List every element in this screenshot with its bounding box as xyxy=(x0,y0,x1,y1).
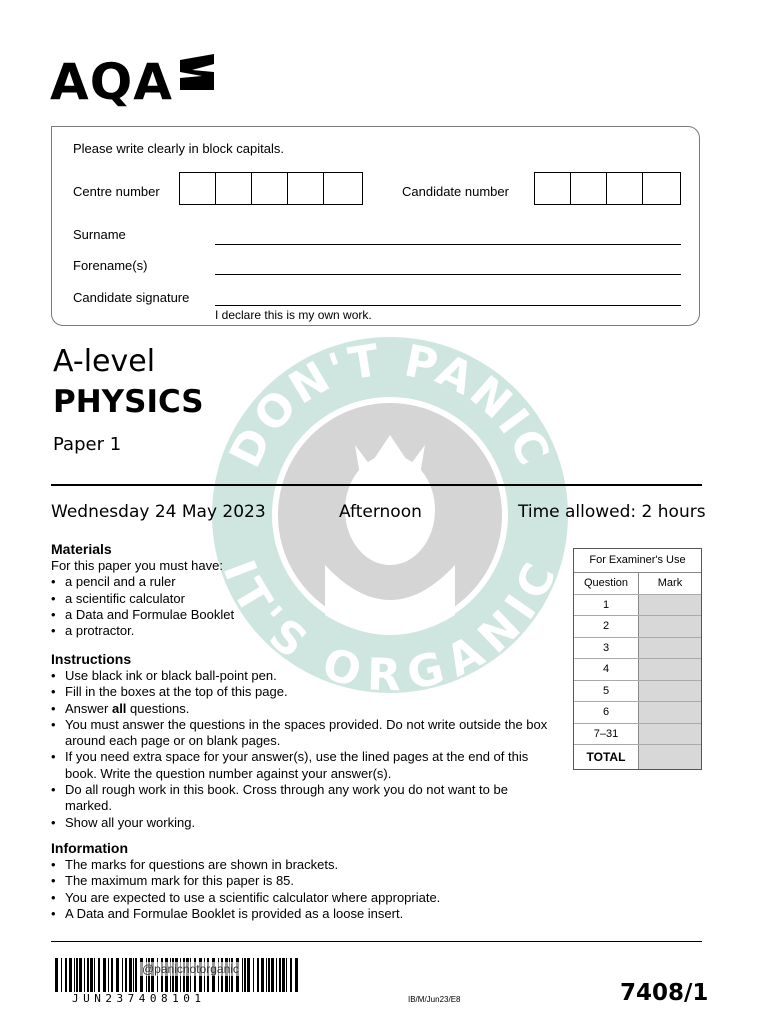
centre-number-boxes[interactable] xyxy=(179,172,363,205)
list-item: • Show all your working. xyxy=(51,815,551,831)
candidate-number-label: Candidate number xyxy=(402,184,509,199)
forename-label: Forename(s) xyxy=(73,258,148,273)
question-number: 5 xyxy=(574,681,639,702)
declaration-text: I declare this is my own work. xyxy=(215,308,372,322)
question-number: 4 xyxy=(574,659,639,680)
list-item: • If you need extra space for your answer(s), use the lined pages at the end of this book. Write the question number against your answer(s). xyxy=(51,749,551,782)
watermark-bottom-text: IT'S ORGANIC xyxy=(212,553,568,695)
list-item: • The marks for questions are shown in brackets. xyxy=(51,857,551,873)
surname-label: Surname xyxy=(73,227,126,242)
list-item: • a protractor. xyxy=(51,623,551,639)
logo-text: AQA xyxy=(50,53,173,111)
instructions-section xyxy=(51,650,551,831)
mark-cell xyxy=(639,616,701,637)
examiner-table-title: For Examiner's Use xyxy=(574,549,701,573)
list-item: • You must answer the questions in the spaces provided. Do not write outside the box around each page or on blank pages. xyxy=(51,717,551,750)
list-item: • a Data and Formulae Booklet xyxy=(51,607,551,623)
svg-text:DON'T PANIC xyxy=(220,335,560,475)
information-section xyxy=(51,839,551,922)
watermark-top-text: DON'T PANIC xyxy=(219,335,561,476)
table-row xyxy=(574,595,701,617)
question-number: 2 xyxy=(574,616,639,637)
list-item: • a scientific calculator xyxy=(51,591,551,607)
block-capitals-instruction: Please write clearly in block capitals. xyxy=(73,141,284,156)
mark-cell xyxy=(639,724,701,745)
list-item: • Do all rough work in this book. Cross through any work you do not want to be marked. xyxy=(51,782,551,815)
signature-label: Candidate signature xyxy=(73,290,190,305)
aqa-mark-icon xyxy=(178,54,216,92)
signature-field[interactable] xyxy=(215,305,681,306)
table-row xyxy=(574,702,701,724)
mark-cell xyxy=(639,659,701,680)
total-mark-cell xyxy=(639,745,701,769)
exam-level: A-level xyxy=(53,344,156,379)
footer-divider xyxy=(51,941,702,942)
exam-subject: PHYSICS xyxy=(53,384,204,420)
question-number: 3 xyxy=(574,638,639,659)
exam-session: Afternoon xyxy=(339,502,422,522)
centre-number-label: Centre number xyxy=(73,184,160,199)
paper-reference: IB/M/Jun23/E8 xyxy=(408,995,461,1004)
materials-intro: For this paper you must have: xyxy=(51,558,223,573)
exam-date: Wednesday 24 May 2023 xyxy=(51,502,266,522)
candidate-number-boxes[interactable] xyxy=(534,172,681,205)
list-item: • a pencil and a ruler xyxy=(51,574,551,590)
question-number: 7–31 xyxy=(574,724,639,745)
barcode-overlay-text: @panicnotorganic xyxy=(142,962,239,976)
table-header-row xyxy=(574,573,701,595)
mark-cell xyxy=(639,638,701,659)
materials-section xyxy=(51,540,551,639)
exam-paper: Paper 1 xyxy=(53,434,122,455)
divider xyxy=(51,484,702,486)
list-item: • A Data and Formulae Booklet is provided as a loose insert. xyxy=(51,906,551,922)
mark-column-header: Mark xyxy=(639,573,701,594)
mark-cell xyxy=(639,702,701,723)
question-column-header: Question xyxy=(574,573,639,594)
list-item: • Use black ink or black ball-point pen. xyxy=(51,668,551,684)
forename-field[interactable] xyxy=(215,274,681,275)
barcode-number: JUN237408101 xyxy=(72,992,206,1005)
table-row xyxy=(574,681,701,703)
candidate-details-box xyxy=(51,126,700,326)
question-number: 1 xyxy=(574,595,639,616)
information-heading: Information xyxy=(51,840,128,856)
table-row xyxy=(574,638,701,660)
paper-code: 7408/1 xyxy=(620,980,709,1006)
list-item: • Answer all questions. xyxy=(51,701,551,717)
instructions-heading: Instructions xyxy=(51,651,132,667)
total-row xyxy=(574,745,701,769)
surname-field[interactable] xyxy=(215,244,681,245)
mark-cell xyxy=(639,595,701,616)
list-item: • The maximum mark for this paper is 85. xyxy=(51,873,551,889)
time-allowed: Time allowed: 2 hours xyxy=(518,502,706,522)
table-row xyxy=(574,616,701,638)
examiner-use-table xyxy=(573,548,702,770)
list-item: • Fill in the boxes at the top of this page. xyxy=(51,684,551,700)
total-label: TOTAL xyxy=(574,745,639,769)
mark-cell xyxy=(639,681,701,702)
list-item: • You are expected to use a scientific calculator where appropriate. xyxy=(51,890,551,906)
question-number: 6 xyxy=(574,702,639,723)
materials-heading: Materials xyxy=(51,541,112,557)
table-row xyxy=(574,724,701,746)
table-row xyxy=(574,659,701,681)
aqa-logo xyxy=(50,52,220,112)
